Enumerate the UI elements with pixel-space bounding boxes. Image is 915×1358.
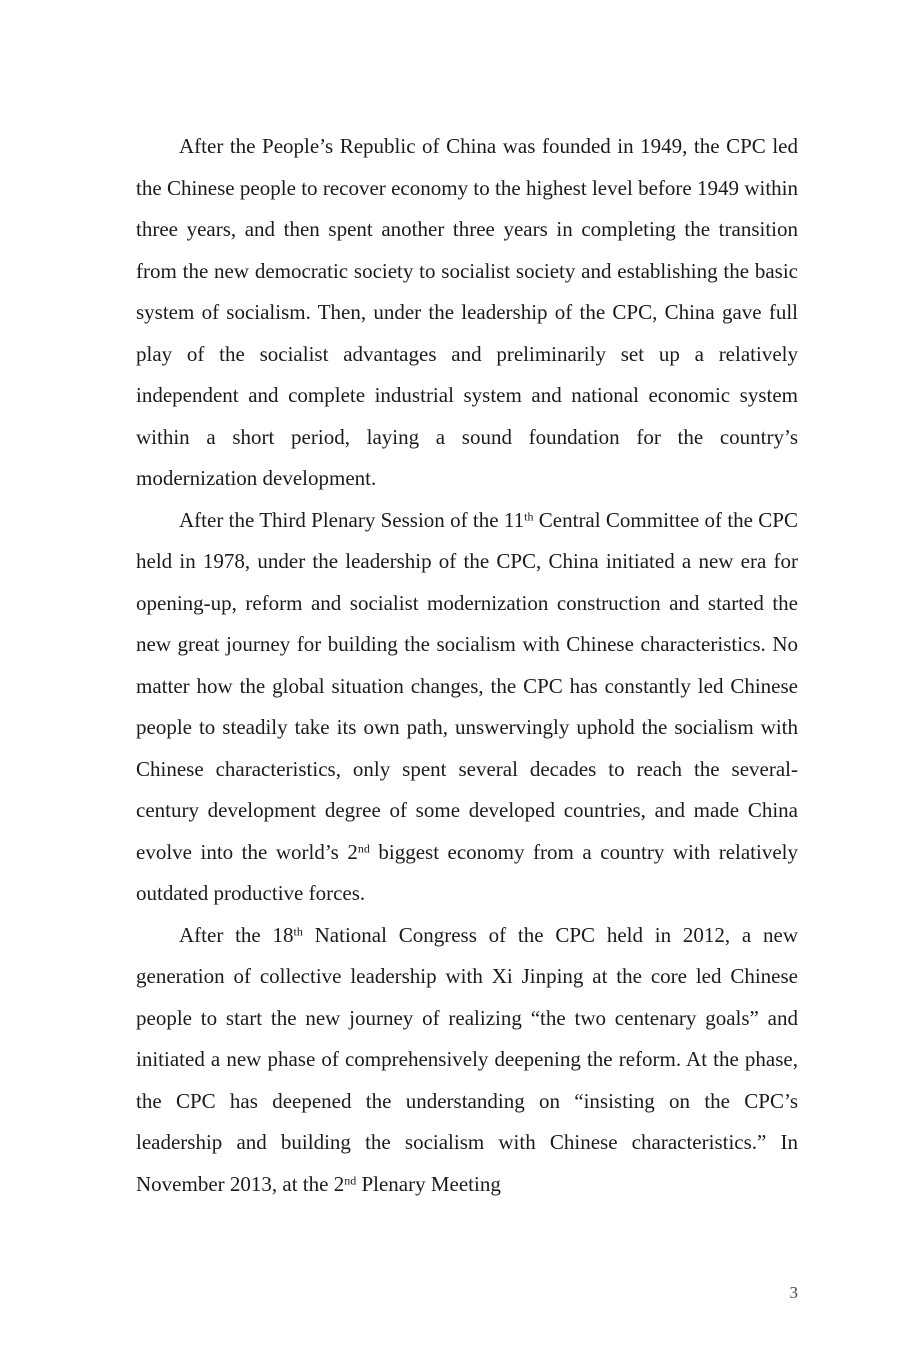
- paragraph-3-text-b: National Congress of the CPC held in 2012, a new generation of collective leadership with Xi Jinping at the core led Chinese people to start the new journey of realizing “the two centenary goals” and initiated a new phase of comprehensively deepening the reform. At the phase, the CPC has deepened the understanding on “insisting on the CPC’s leadership and building the socialism with Chinese characteristics.” In November 2013, at the 2: [136, 922, 798, 1196]
- page-number: 3: [789, 1283, 798, 1302]
- ordinal-suffix: th: [293, 923, 303, 938]
- ordinal-suffix: th: [524, 508, 534, 523]
- paragraph-2-text-a: After the Third Plenary Session of the 11: [179, 507, 525, 532]
- paragraph-3-text-a: After the 18: [179, 922, 294, 947]
- paragraph-2-text-c: biggest economy from a country with relatively outdated productive forces.: [136, 839, 798, 905]
- paragraph-1-text: After the People’s Republic of China was founded in 1949, the CPC led the Chinese people to recover economy to the highest level before 1949 within three years, and then spent another three years in completing the transition from the new democratic society to socialist society and establishing the basic system of socialism. Then, under the leadership of the CPC, China gave full play of the socialist advantages and preliminarily set up a relatively independent and complete industrial system and national economic system within a short period, laying a sound foundation for the country’s modernization development.: [136, 134, 798, 490]
- ordinal-suffix: nd: [357, 840, 370, 855]
- paragraph-3-text-c: Plenary Meeting: [356, 1171, 501, 1196]
- ordinal-suffix: nd: [344, 1172, 357, 1187]
- paragraph-3: [136, 915, 798, 1206]
- body-text: [136, 126, 798, 1205]
- paragraph-2-text-b: Central Committee of the CPC held in 1978, under the leadership of the CPC, China initiated a new era for opening-up, reform and socialist modernization construction and started the new great journey for building the socialism with Chinese characteristics. No matter how the global situation changes, the CPC has constantly led Chinese people to steadily take its own path, unswervingly uphold the socialism with Chinese characteristics, only spent several decades to reach the several-century development degree of some developed countries, and made China evolve into the world’s 2: [136, 507, 798, 864]
- paragraph-1: [136, 126, 798, 500]
- paragraph-2: [136, 500, 798, 915]
